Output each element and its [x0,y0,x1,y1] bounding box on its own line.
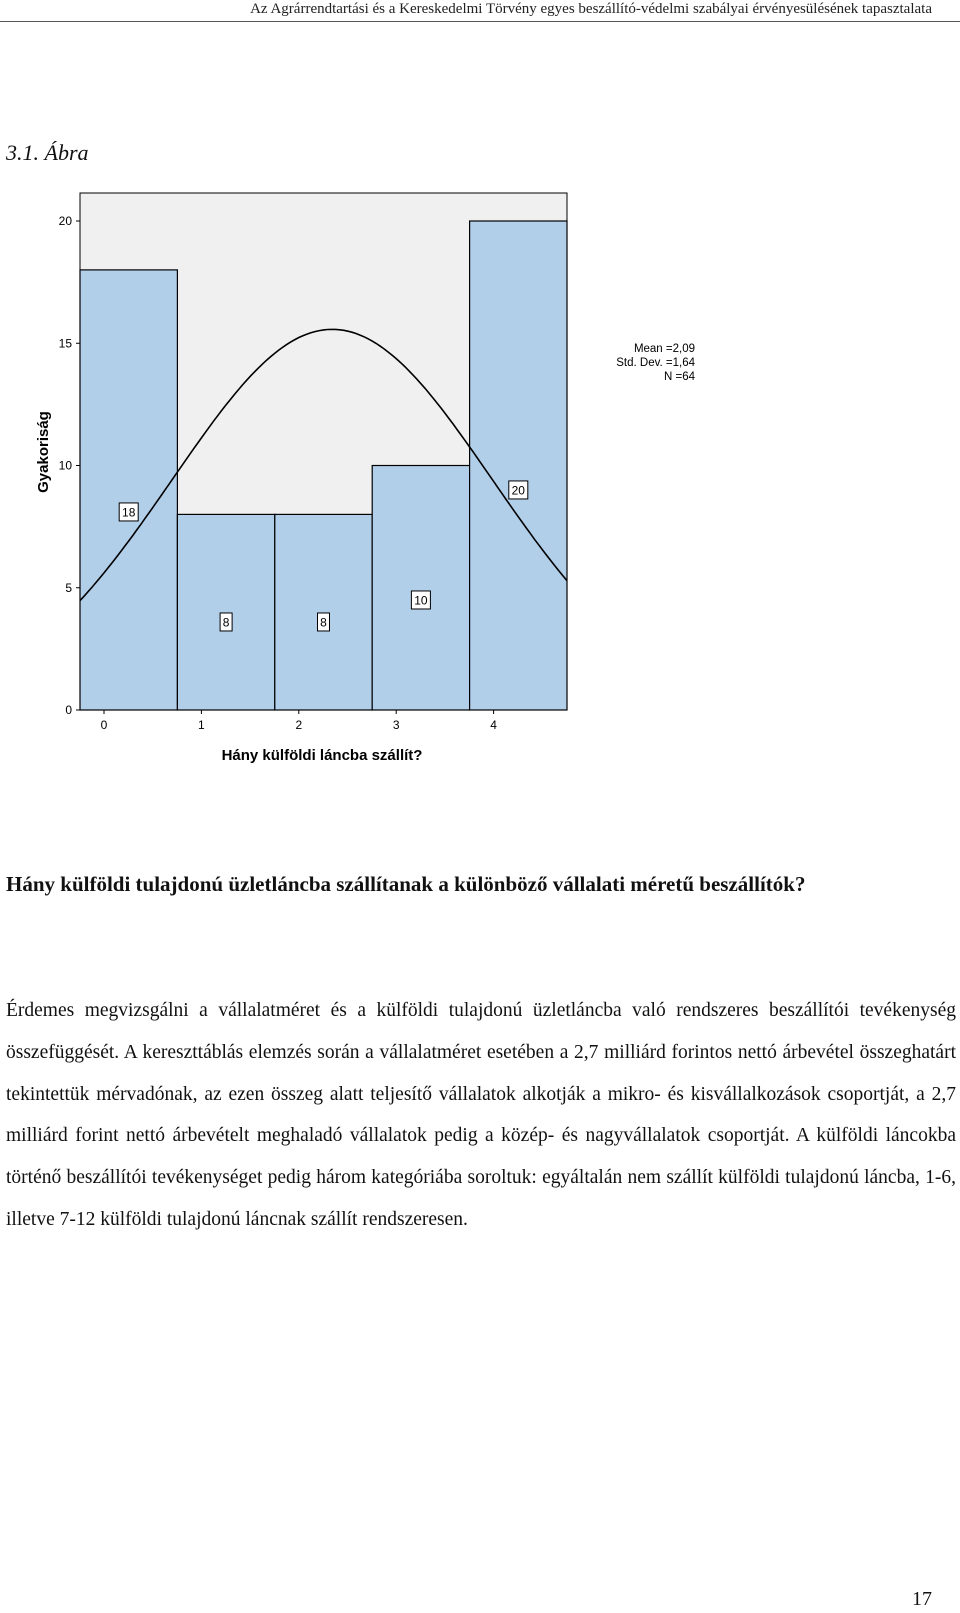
x-tick-label: 2 [295,718,303,732]
bar-value-label: 8 [222,615,230,630]
x-tick-label: 1 [198,718,205,732]
figure-caption: 3.1. Ábra [6,140,89,165]
section-heading: Hány külföldi tulajdonú üzletláncba szállítanak a különböző vállalati méretű beszállítók? [6,872,806,896]
bar-4 [470,221,567,710]
x-axis-ticks [101,710,498,732]
bar-2 [275,514,372,710]
body-paragraph: Érdemes megvizsgálni a vállalatméret és a külföldi tulajdonú üzletláncba való rendszeres beszállítói tevékenység összefüggését. A kereszttáblás elemzés során a vállalatméret esetében a 2,7 milliárd forintos nettó árbevétel összeghatárt tekintettük mérvadónak, az ezen összeg alatt teljesítő vállalatok alkotják a mikro- és kisvállalkozások csoportját, a 2,7 milliárd forint nettó árbevételt meghaladó vállalatok pedig a közép- és nagyvállalatok csoportját. A külföldi láncokba történő beszállítói tevékenységet pedig három kategóriába soroltuk: egyáltalán nem szállít külföldi tulajdonú láncba, 1-6, illetve 7-12 külföldi tulajdonú láncnak szállít rendszeresen. [6,1000,956,1230]
histogram-chart [0,180,960,780]
body-text [6,990,956,1241]
bar-value-label: 10 [414,593,428,608]
running-header: Az Agrárrendtartási és a Kereskedelmi Törvény egyes beszállító-védelmi szabályai érvényesülésének tapasztalata [0,0,960,22]
y-tick-label: 20 [58,214,72,228]
bar-value-label: 18 [122,505,136,520]
stats-line: Std. Dev. =1,64 [616,357,695,369]
bar-value-label: 20 [511,483,525,498]
bar-3 [372,466,469,711]
bar-0 [80,270,177,710]
bar-value-label: 8 [320,615,327,630]
stats-line: N =64 [663,371,695,383]
stats-box [616,343,695,383]
y-axis-label: Gyakoriság [35,411,52,493]
y-tick-label: 5 [65,580,72,595]
stats-line: Mean =2,09 [633,343,695,355]
x-tick-label: 0 [100,718,108,732]
x-tick-label: 4 [490,718,497,732]
y-axis-ticks [59,214,80,717]
bar-1 [177,514,274,710]
y-tick-label: 15 [58,336,72,351]
y-tick-label: 10 [58,458,72,473]
page-number: 17 [912,1588,932,1610]
x-axis-label: Hány külföldi láncba szállít? [221,747,423,764]
y-tick-label: 0 [65,703,72,717]
x-tick-label: 3 [392,718,400,732]
